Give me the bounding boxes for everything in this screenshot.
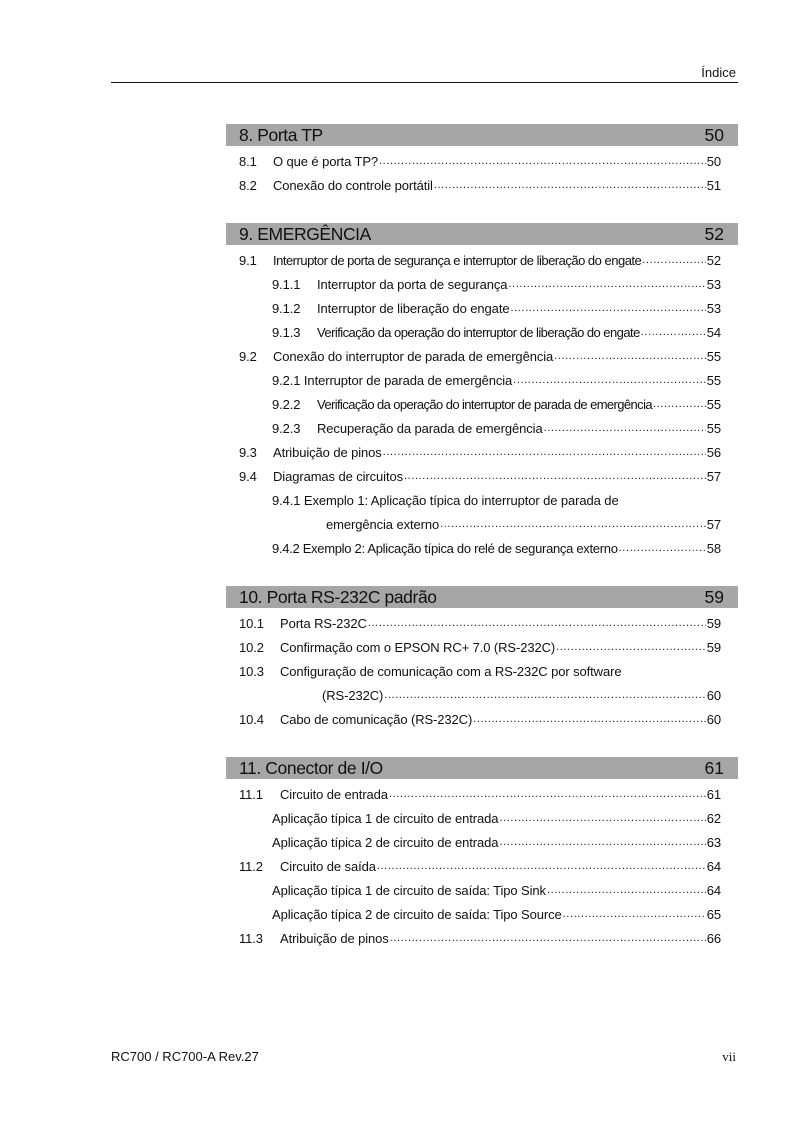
toc-entry[interactable] [226,706,738,730]
section-page: 50 [704,124,724,145]
entry-number: 11.1 [239,787,263,802]
dot-leader [510,301,705,316]
entry-title: Aplicação típica 2 de circuito de saída: Tipo Source [272,907,562,922]
entry-title: 9.4.1 Exemplo 1: Aplicação típica do interruptor de parada de [272,493,619,508]
entry-title: Interruptor de liberação do engate [317,301,510,316]
dot-leader [508,277,705,292]
entry-page: 66 [706,931,721,946]
entry-number: 9.3 [239,445,257,460]
section-heading[interactable] [226,124,738,146]
entry-number: 11.2 [239,859,263,874]
entry-title: Conexão do controle portátil [273,178,433,193]
entry-title: Circuito de entrada [280,787,388,802]
entry-title: Porta RS-232C [280,616,367,631]
entry-page: 53 [706,301,721,316]
dot-leader [390,931,706,946]
dot-leader [653,397,706,412]
entry-title: Aplicação típica 1 de circuito de entrada [272,811,499,826]
entry-page: 64 [706,883,721,898]
dot-leader [619,541,706,556]
entry-page: 56 [706,445,721,460]
entry-title: emergência externo [326,517,440,532]
entry-page: 51 [706,178,721,193]
entry-title: Circuito de saída [280,859,376,874]
dot-leader [499,835,705,850]
section-page: 52 [704,223,724,244]
dot-leader [563,907,706,922]
dot-leader [404,469,706,484]
toc-entry[interactable] [226,829,738,853]
toc-entry-continuation[interactable] [226,682,738,706]
entry-title: Atribuição de pinos [273,445,382,460]
entry-number: 11.3 [239,931,263,946]
toc-entry[interactable] [226,463,738,487]
entry-number: 9.4 [239,469,257,484]
entry-number: 9.2.3 [272,421,301,436]
toc-entry[interactable] [226,391,738,415]
entry-number: 9.1.3 [272,325,301,340]
entry-page: 50 [706,154,721,169]
toc-entry[interactable] [226,415,738,439]
dot-leader [499,811,705,826]
toc-entry[interactable] [226,367,738,391]
dot-leader [383,445,706,460]
dot-leader [554,349,706,364]
dot-leader [384,688,706,703]
toc-entry[interactable] [226,925,738,949]
section-page: 59 [704,586,724,607]
toc-section [226,757,738,949]
entry-page: 53 [706,277,721,292]
entry-page: 55 [706,373,721,388]
entry-number: 10.3 [239,664,264,679]
entry-title: 9.2.1 Interruptor de parada de emergência [272,373,513,388]
entry-title: Verificação da operação do interruptor de liberação do engate [317,325,640,340]
entry-number: 9.2 [239,349,257,364]
entry-page: 62 [706,811,721,826]
section-title: 8. Porta TP [239,124,323,145]
dot-leader [642,253,705,268]
entry-title: Interruptor da porta de segurança [317,277,508,292]
entry-page: 55 [706,421,721,436]
toc-section [226,223,738,559]
toc-entry[interactable] [226,295,738,319]
section-heading[interactable] [226,223,738,245]
footer-page-number: vii [722,1049,736,1064]
toc-entry[interactable] [226,610,738,634]
entry-page: 52 [706,253,721,268]
entry-page: 55 [706,349,721,364]
toc-entry[interactable] [226,805,738,829]
entry-title: Interruptor de porta de segurança e interruptor de liberação do engate [273,253,642,268]
entry-title: Confirmação com o EPSON RC+ 7.0 (RS-232C) [280,640,556,655]
dot-leader [544,421,706,436]
entry-page: 63 [706,835,721,850]
toc-entry[interactable] [226,877,738,901]
entry-page: 65 [706,907,721,922]
section-heading[interactable] [226,586,738,608]
entry-page: 64 [706,859,721,874]
dot-leader [368,616,706,631]
toc-section [226,586,738,730]
entry-number: 8.1 [239,154,257,169]
entry-number: 8.2 [239,178,257,193]
entry-title: Recuperação da parada de emergência [317,421,543,436]
entry-title: Diagramas de circuitos [273,469,404,484]
entry-page: 59 [706,640,721,655]
entry-page: 55 [706,397,721,412]
toc-entry[interactable] [226,487,738,511]
toc-entry[interactable] [226,247,738,271]
entry-page: 57 [706,469,721,484]
dot-leader [473,712,706,727]
entry-number: 9.1.1 [272,277,301,292]
entry-page: 60 [706,712,721,727]
entry-number: 9.1 [239,253,257,268]
section-title: 11. Conector de I/O [239,757,383,778]
toc-entry[interactable] [226,634,738,658]
entry-title: 9.4.2 Exemplo 2: Aplicação típica do relé de segurança externo [272,541,618,556]
toc-entry[interactable] [226,439,738,463]
toc-entry-continuation[interactable] [226,511,738,535]
section-title: 9. EMERGÊNCIA [239,223,371,244]
section-page: 61 [704,757,724,778]
dot-leader [641,325,706,340]
toc-entry[interactable] [226,901,738,925]
entry-page: 58 [706,541,721,556]
entry-number: 9.1.2 [272,301,301,316]
entry-number: 9.2.2 [272,397,301,412]
section-heading[interactable] [226,757,738,779]
toc-entry[interactable] [226,343,738,367]
dot-leader [389,787,706,802]
entry-title: Cabo de comunicação (RS-232C) [280,712,473,727]
table-of-contents [226,124,738,976]
dot-leader [440,517,706,532]
entry-title: Aplicação típica 1 de circuito de saída: Tipo Sink [272,883,546,898]
toc-entry[interactable] [226,658,738,682]
dot-leader [513,373,706,388]
entry-title: O que é porta TP? [273,154,379,169]
toc-entry[interactable] [226,319,738,343]
entry-page: 61 [706,787,721,802]
header-title: Índice [701,65,736,80]
entry-page: 54 [706,325,721,340]
toc-section [226,124,738,196]
toc-entry[interactable] [226,148,738,172]
entry-number: 10.2 [239,640,264,655]
toc-entry[interactable] [226,853,738,877]
header-rule [111,82,738,83]
dot-leader [434,178,706,193]
dot-leader [377,859,706,874]
dot-leader [556,640,706,655]
dot-leader [547,883,706,898]
toc-entry[interactable] [226,172,738,196]
toc-entry[interactable] [226,271,738,295]
toc-entry[interactable] [226,781,738,805]
entry-page: 57 [706,517,721,532]
entry-title: (RS-232C) [322,688,384,703]
footer-document-id: RC700 / RC700-A Rev.27 [111,1049,259,1064]
entry-page: 59 [706,616,721,631]
dot-leader [379,154,706,169]
entry-title: Atribuição de pinos [280,931,389,946]
entry-title: Configuração de comunicação com a RS-232C por software [280,664,622,679]
toc-entry[interactable] [226,535,738,559]
entry-title: Aplicação típica 2 de circuito de entrada [272,835,499,850]
entry-title: Conexão do interruptor de parada de emergência [273,349,554,364]
section-title: 10. Porta RS-232C padrão [239,586,437,607]
entry-title: Verificação da operação do interruptor de parada de emergência [317,397,652,412]
entry-page: 60 [706,688,721,703]
entry-number: 10.1 [239,616,264,631]
entry-number: 10.4 [239,712,264,727]
